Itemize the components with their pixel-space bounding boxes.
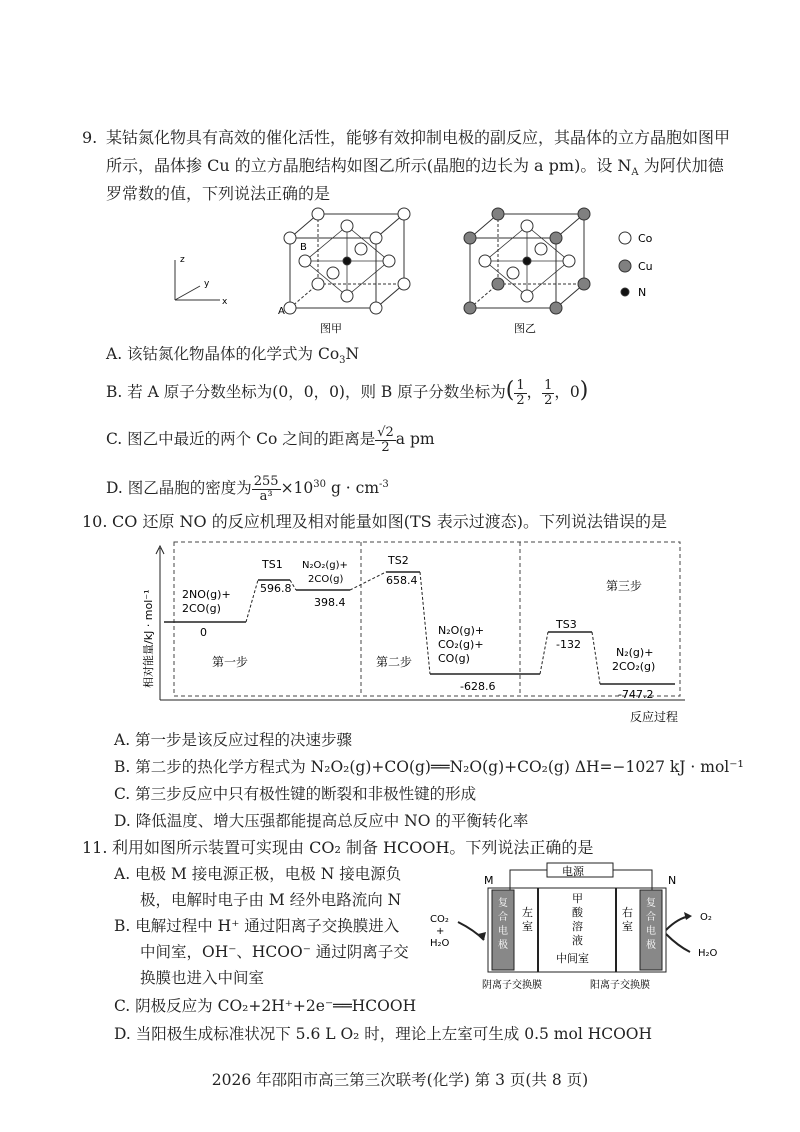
input-arrow: [458, 922, 484, 940]
species-s1-line2: 2CO(g): [308, 574, 344, 585]
middle-solution-text: 甲酸溶液: [572, 892, 583, 947]
energy-e1: 398.4: [314, 596, 346, 609]
q11-option-b-line3: 换膜也进入中间室: [140, 969, 265, 987]
q10-option-b: B. 第二步的热化学方程式为 N₂O₂(g)+CO(g)══N₂O(g)+CO₂(g) ΔH=−1027 kJ · mol⁻¹: [114, 758, 744, 776]
q9-option-a: A. 该钴氮化物晶体的化学式为 $Co_3N$: [106, 345, 360, 367]
q9-stem-line2: 所示，晶体掺 Cu 的立方晶胞结构如图乙所示(晶胞的边长为 a pm)。设 $N_A$ 为阿伏加德: [106, 156, 724, 179]
q10-number: 10.: [82, 512, 108, 531]
q10-option-d: D. 降低温度、增大压强都能提高总反应中 NO 的平衡转化率: [114, 812, 529, 830]
energy-e2: -628.6: [460, 680, 496, 693]
q10-option-a: A. 第一步是该反应过程的决速步骤: [114, 731, 353, 749]
y-axis-label: 相对能量/kJ · mol⁻¹: [142, 589, 155, 688]
species-s2-line3: CO(g): [438, 652, 470, 665]
ts2-label: TS2: [388, 554, 409, 567]
axis-y-label: y: [204, 279, 210, 289]
output-arrow-h2o: [666, 934, 690, 952]
q11-option-b-line1: B. 电解过程中 H⁺ 通过阳离子交换膜进入: [114, 917, 400, 935]
left-room-text: 左室: [522, 906, 533, 933]
species-s1-line1: N₂O₂(g)+: [302, 560, 348, 571]
axis-x-label: x: [222, 297, 228, 307]
step-3-label: 第三步: [606, 579, 643, 593]
species-s3-line1: N₂(g)+: [616, 646, 654, 659]
input-plus: +: [436, 926, 445, 937]
right-membrane-label: 阳离子交换膜: [590, 980, 650, 991]
q9-number: 9.: [82, 128, 98, 147]
species-s3-line2: 2CO₂(g): [612, 660, 656, 673]
right-room-text: 右室: [622, 906, 633, 933]
fig-jia-caption: 图甲: [320, 322, 342, 335]
q11-stem: 利用如图所示装置可实现由 CO₂ 制备 HCOOH。下列说法正确的是: [112, 838, 594, 857]
species-s0-line1: 2NO(g)+: [182, 588, 231, 601]
ts1-label: TS1: [262, 558, 283, 571]
q9-option-c: C. 图乙中最近的两个 Co 之间的距离是 $\frac{√2}{2}$ a pm: [106, 424, 435, 455]
electrode-m-label: M: [484, 874, 494, 887]
point-b-label: B: [300, 242, 307, 253]
right-electrode-text: 复合电极: [646, 898, 656, 951]
ts3-label: TS3: [556, 618, 577, 631]
fig-yi-caption: 图乙: [514, 322, 536, 335]
point-a-label: A: [278, 306, 285, 317]
q10-option-c: C. 第三步反应中只有极性键的断裂和非极性键的形成: [114, 785, 477, 803]
middle-room-label: 中间室: [556, 952, 589, 965]
reaction-paths: [246, 572, 600, 684]
q11-option-a-line1: A. 电极 M 接电源正极，电极 N 接电源负: [114, 865, 402, 883]
x-axis-label: 反应过程: [630, 710, 679, 724]
q11-option-c: C. 阴极反应为 CO₂+2H⁺+2e⁻══HCOOH: [114, 997, 417, 1015]
energy-e3: -747.2: [618, 688, 654, 701]
axis-z-label: z: [180, 255, 185, 265]
crystal-figures: [160, 200, 680, 340]
output-h2o: H₂O: [698, 948, 718, 959]
q11-option-a-line2: 极，电解时电子由 M 经外电路流向 N: [140, 891, 402, 909]
q9-option-d: D. 图乙晶胞的密度为 $\frac{255}{\text{a³}}$ $\times 10^{30}$ $g \cdot cm^{-3}$: [106, 473, 389, 504]
energy-diagram: [130, 538, 690, 728]
electrolysis-diagram: [422, 860, 732, 1000]
energy-ts2: 658.4: [386, 574, 418, 587]
energy-ts1: 596.8: [260, 582, 292, 595]
input-co2: CO₂: [430, 914, 449, 925]
q9-stem-line1: 某钴氮化物具有高效的催化活性，能够有效抑制电极的副反应，其晶体的立方晶胞如图甲: [106, 128, 731, 147]
step-regions: [174, 542, 680, 696]
step-1-label: 第一步: [212, 655, 249, 669]
page-footer: 2026 年邵阳市高三第三次联考(化学) 第 3 页(共 8 页): [211, 1071, 589, 1089]
q9-stem-line3: 罗常数的值，下列说法正确的是: [106, 184, 331, 203]
step-2-label: 第二步: [376, 655, 413, 669]
power-label: 电源: [562, 865, 584, 878]
coordinate-axes: [175, 260, 220, 300]
output-o2: O₂: [700, 912, 712, 923]
energy-axes: [156, 546, 685, 700]
legend-n: N: [638, 286, 647, 299]
legend-cu: Cu: [638, 260, 653, 273]
atom-legend: [619, 232, 631, 296]
legend-co: Co: [638, 232, 653, 245]
energy-e0: 0: [200, 626, 207, 639]
q10-stem: CO 还原 NO 的反应机理及相对能量如图(TS 表示过渡态)。下列说法错误的是: [112, 512, 667, 531]
atoms-yi: [464, 208, 590, 314]
electrode-n-label: N: [668, 874, 677, 887]
q11-number: 11.: [82, 838, 108, 857]
atoms-jia: [284, 208, 410, 314]
species-s2-line1: N₂O(g)+: [438, 624, 485, 637]
input-h2o: H₂O: [430, 938, 450, 949]
q9-option-b: B. 若 A 原子分数坐标为(0，0，0)，则 B 原子分数坐标为( $\frac{1}{2}$ ， $\frac{1}{2}$ ，0): [106, 377, 589, 408]
species-s2-line2: CO₂(g)+: [438, 638, 484, 651]
left-electrode-text: 复合电极: [498, 898, 508, 951]
species-s0-line2: 2CO(g): [182, 602, 221, 615]
left-membrane-label: 阴离子交换膜: [482, 980, 542, 991]
energy-ts3: -132: [556, 638, 581, 651]
q11-option-b-line2: 中间室，OH⁻、HCOO⁻ 通过阴离子交: [140, 943, 409, 961]
q11-option-d: D. 当阳极生成标准状况下 5.6 L O₂ 时，理论上左室可生成 0.5 mol HCOOH: [114, 1025, 653, 1043]
